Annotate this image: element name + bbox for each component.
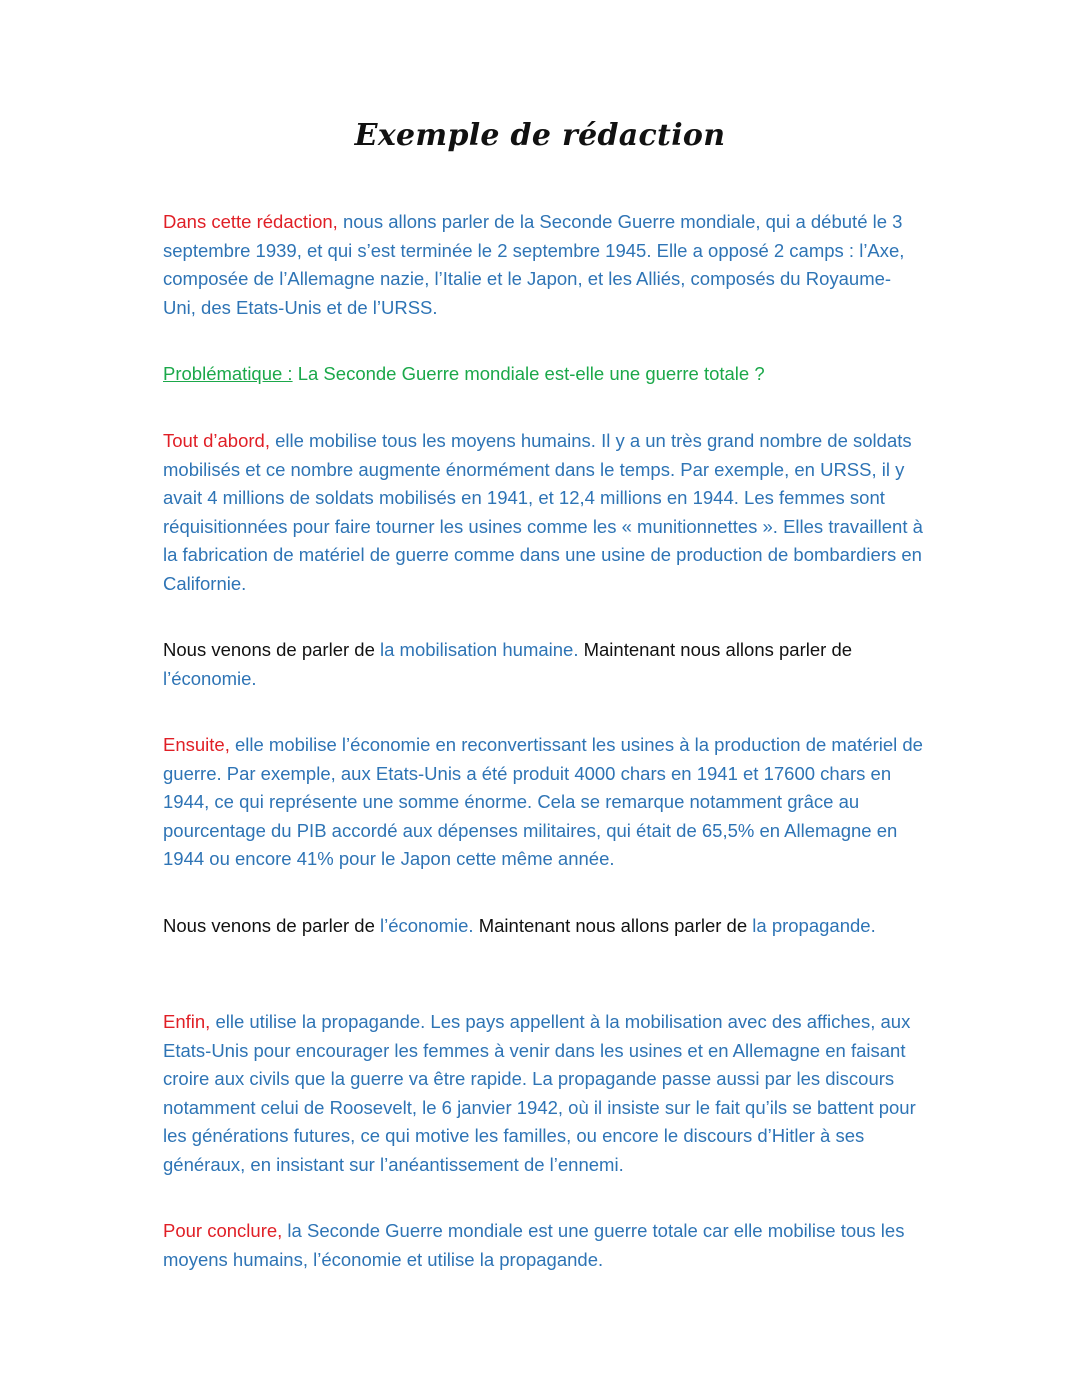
tout-dabord-paragraph (163, 427, 923, 598)
enfin-paragraph (163, 1008, 923, 1179)
transition1-part-d: l’économie. (163, 667, 257, 689)
tout-dabord-body: elle mobilise tous les moyens humains. Il y a un très grand nombre de soldats mobilisés et ce nombre augmente énormément dans le temps. Par exemple, en URSS, il y avait 4 millions de soldats mobilisés en 1941, et 12,4 millions en 1944. Les femmes sont réquisitionnées pour faire tourner les usines comme les « munitionnettes ». Elles travaillent à la fabrication de matériel de guerre comme dans une usine de production de bombardiers en Californie. (163, 430, 923, 594)
transition2-part-c: Maintenant nous allons parler de (473, 915, 753, 936)
ensuite-paragraph (163, 731, 923, 874)
problematique-text: La Seconde Guerre mondiale est-elle une guerre totale ? (292, 363, 765, 384)
transition2-part-b: l’économie. (380, 915, 474, 936)
conclusion-lead: Pour conclure, (163, 1220, 283, 1241)
transition1-part-a: Nous venons de parler de (163, 639, 380, 660)
ensuite-lead: Ensuite, (163, 734, 230, 755)
transition-paragraph-1 (163, 636, 923, 693)
tout-dabord-lead: Tout d’abord, (163, 430, 270, 451)
intro-lead: Dans cette rédaction, (163, 211, 338, 232)
intro-body: nous allons parler de la Seconde Guerre mondiale, qui a débuté le 3 septembre 1939, et qui s’est terminée le 2 septembre 1945. Elle a opposé 2 camps : l’Axe, composée de l’Allemagne nazie, l’Italie et le Japon, et les Alliés, composés du Royaume-Uni, des Etats-Unis et de l’URSS. (163, 211, 905, 318)
conclusion-paragraph (163, 1217, 923, 1274)
document-title: Exemple de rédaction (354, 118, 726, 153)
transition-paragraph-2 (163, 912, 923, 941)
ensuite-body: elle mobilise l’économie en reconvertissant les usines à la production de matériel de guerre. Par exemple, aux Etats-Unis a été produit 4000 chars en 1941 et 17600 chars en 1944, ce qui représente une somme énorme. Cela se remarque notamment grâce au pourcentage du PIB accordé aux dépenses militaires, qui était de 65,5% en Allemagne en 1944 ou encore 41% pour le Japon cette même année. (163, 734, 923, 869)
problematique-paragraph (163, 360, 923, 389)
transition2-part-d: la propagande. (752, 915, 876, 936)
problematique-label: Problématique : (163, 363, 293, 384)
intro-paragraph (163, 208, 923, 322)
transition1-part-c: Maintenant nous allons parler de (578, 639, 853, 660)
enfin-body: elle utilise la propagande. Les pays appellent à la mobilisation avec des affiches, aux Etats-Unis pour encourager les femmes à venir dans les usines et en Allemagne en faisant croire aux civils que la guerre va être rapide. La propagande passe aussi par les discours notamment celui de Roosevelt, le 6 janvier 1942, où il insiste sur le fait qu’ils se battent pour les générations futures, ce qui motive les familles, ou encore le discours d’Hitler à ses généraux, en insistant sur l’anéantissement de l’ennemi. (163, 1011, 916, 1175)
conclusion-body: la Seconde Guerre mondiale est une guerre totale car elle mobilise tous les moyens humains, l’économie et utilise la propagande. (163, 1220, 905, 1270)
transition1-part-b: la mobilisation humaine. (380, 639, 579, 660)
enfin-lead: Enfin, (163, 1011, 211, 1032)
transition2-part-a: Nous venons de parler de (163, 915, 380, 936)
